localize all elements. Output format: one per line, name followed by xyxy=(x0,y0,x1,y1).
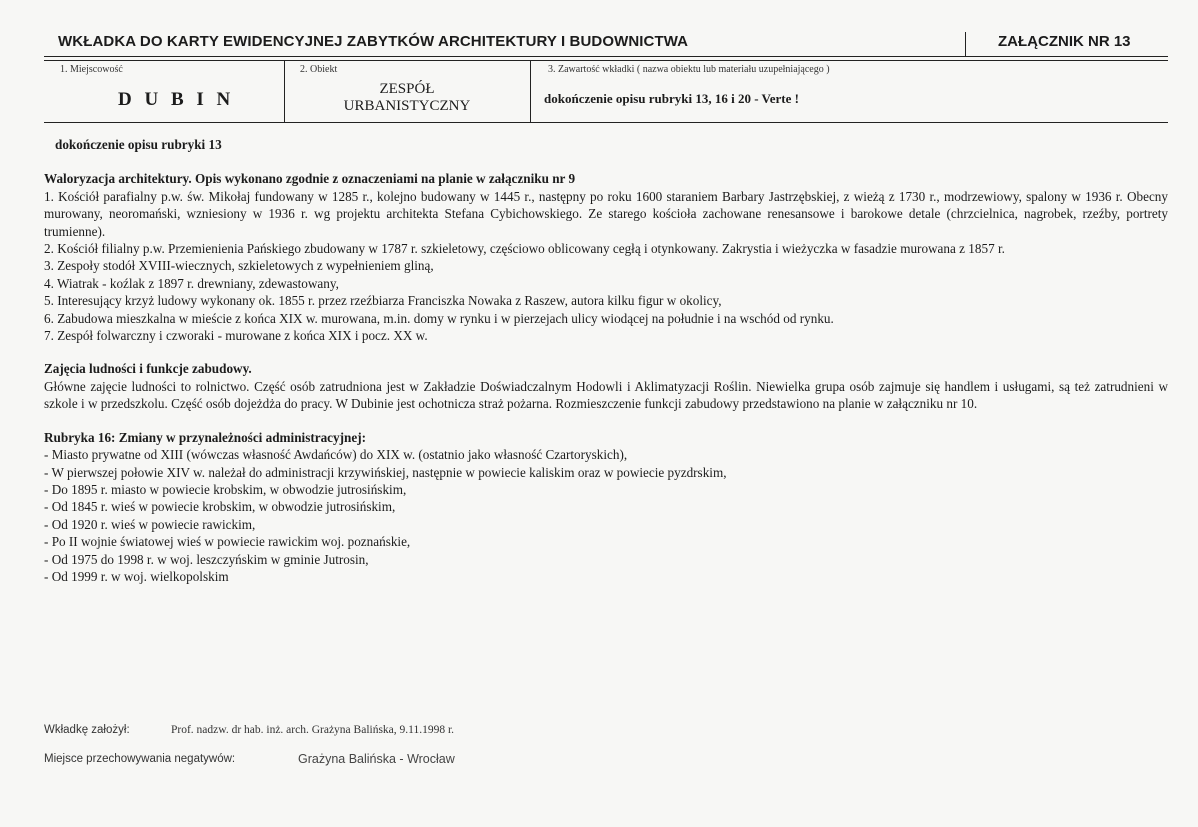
place-label: 1. Miejscowość xyxy=(60,64,123,75)
list-item: 5. Interesujący krzyż ludowy wykonany ok. 1855 r. przez rzeźbiarza Franciszka Nowaka z Raszew, autora kilku figur w okolicy, xyxy=(44,293,722,309)
object-value-line1: ZESPÓŁ xyxy=(379,81,435,97)
list-item: - Od 1999 r. w woj. wielkopolskim xyxy=(44,568,229,584)
admin-section xyxy=(44,429,1168,586)
header-fields-table xyxy=(44,60,1168,123)
form-title: WKŁADKA DO KARTY EWIDENCYJNEJ ZABYTKÓW ARCHITEKTURY I BUDOWNICTWA xyxy=(58,33,689,50)
object-value xyxy=(284,81,530,115)
cell-divider xyxy=(530,61,531,122)
list-item: - Od 1845 r. wieś w powiecie krobskim, w obwodzie jutrosińskim, xyxy=(44,499,396,515)
author-row xyxy=(44,724,455,736)
list-item: 4. Wiatrak - koźlak z 1897 r. drewniany, zdewastowany, xyxy=(44,275,339,291)
list-item: 1. Kościół parafialny p.w. św. Mikołaj fundowany w 1285 r., kolejno budowany w 1445 r., następny po roku 1600 staraniem Barbary Jastrzębskiej, z wieżą z 1730 r., modrzewiowy, spalony w 1936 r. Obecny murowany, neoromański, wzniesiony w 1936 r. wg projektu architekta Stefana Cybichowskiego. Ze starego kościoła zachowane renesansowe i barokowe detale (chrzcielnica, nagrobek, rzeźby, portrety trumienne). xyxy=(44,188,1168,239)
occupations-section xyxy=(44,360,1168,412)
list-item: - W pierwszej połowie XIV w. należał do administracji krzywińskiej, następnie w powiecie kaliskim oraz w powiecie pyzdrskim, xyxy=(44,464,727,480)
list-item: - Od 1975 do 1998 r. w woj. leszczyńskim w gminie Jutrosin, xyxy=(44,551,369,567)
annex-number: ZAŁĄCZNIK NR 13 xyxy=(998,33,1131,50)
contents-value: dokończenie opisu rubryki 13, 16 i 20 - Verte ! xyxy=(544,91,799,106)
occupations-heading: Zajęcia ludności i funkcje zabudowy. xyxy=(44,361,252,377)
contents-label: 3. Zawartość wkładki ( nazwa obiektu lub materiału uzupełniającego ) xyxy=(548,64,830,75)
storage-value: Grażyna Balińska - Wrocław xyxy=(298,752,455,766)
list-item: - Do 1895 r. miasto w powiecie krobskim, w obwodzie jutrosińskim, xyxy=(44,481,407,497)
intro-heading: dokończenie opisu rubryki 13 xyxy=(55,137,222,152)
list-item: 7. Zespół folwarczny i czworaki - murowane z końca XIX i pocz. XX w. xyxy=(44,328,428,344)
admin-heading: Rubryka 16: Zmiany w przynależności administracyjnej: xyxy=(44,429,366,445)
list-item: - Od 1920 r. wieś w powiecie rawickim, xyxy=(44,516,256,532)
list-item: 2. Kościół filialny p.w. Przemienienia Pańskiego zbudowany w 1787 r. szkieletowy, częściowo oblicowany cegłą i otynkowany. Zakrystia i wieżyczka w fasadzie murowana z 1857 r. xyxy=(44,241,1005,257)
list-item: 3. Zespoły stodół XVIII-wiecznych, szkieletowych z wypełnieniem gliną, xyxy=(44,258,434,274)
object-value-line2: URBANISTYCZNY xyxy=(343,98,471,114)
valorization-section xyxy=(44,170,1168,344)
storage-label: Miejsce przechowywania negatywów: xyxy=(44,753,236,765)
object-label: 2. Obiekt xyxy=(300,64,338,75)
occupations-text: Główne zajęcie ludności to rolnictwo. Część osób zatrudniona jest w Zakładzie Doświadczalnym Hodowli i Aklimatyzacji Roślin. Niewielka grupa osób zajmuje się handlem i usługami, są też zatrudnieni w szkole i w przedszkolu. Część osób dojeżdża do pracy. W Dubinie jest ochotnicza straż pożarna. Rozmieszczenie funkcji zabudowy przedstawiono na planie w załączniku nr 10. xyxy=(44,378,1168,412)
title-divider xyxy=(965,32,966,56)
form-title-row xyxy=(44,28,1168,57)
list-item: - Miasto prywatne od XIII (wówczas własność Awdańców) do XIX w. (ostatnio jako własność Czartoryskich), xyxy=(44,447,628,463)
author-label: Wkładkę założył: xyxy=(44,724,130,736)
author-value: Prof. nadzw. dr hab. inż. arch. Grażyna Balińska, 9.11.1998 r. xyxy=(171,724,455,736)
list-item: - Po II wojnie światowej wieś w powiecie rawickim woj. poznańskie, xyxy=(44,534,411,550)
place-value: D U B I N xyxy=(118,89,235,110)
list-item: 6. Zabudowa mieszkalna w mieście z końca XIX w. murowana, m.in. domy w rynku i w pierzejach ulicy wiodącej na południe i na wschód od rynku. xyxy=(44,310,834,326)
description-body xyxy=(44,136,1168,585)
storage-row xyxy=(44,752,455,766)
valorization-heading: Waloryzacja architektury. Opis wykonano zgodnie z oznaczeniami na planie w załączniku nr 9 xyxy=(44,171,576,187)
